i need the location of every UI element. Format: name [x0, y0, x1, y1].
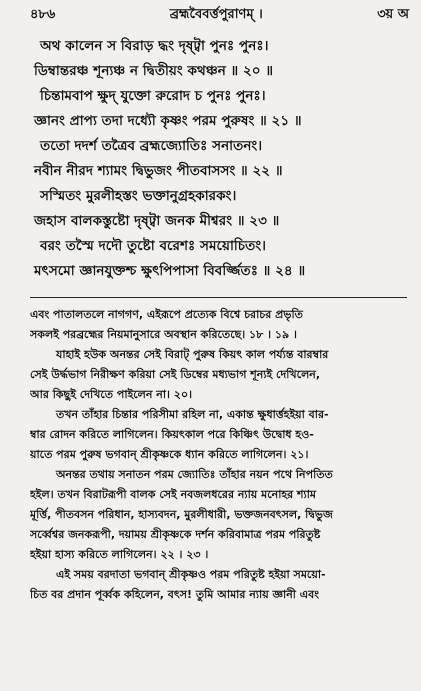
verse-line: অথ কালেন স বিরাড় দ্ধং দৃষ্ট্বা পুনঃ পুনঃ।: [40, 38, 269, 54]
bengali-translation: [30, 305, 407, 605]
text-line: এই সময় বরদাতা ভগবান্ শ্রীকৃষ্ণও পরম পরিতুষ্ট হইয়া সময়ো-: [56, 568, 326, 581]
verse-line: ততো দদর্শ তত্রৈব ব্রহ্মজ্যোতিঃ সনাতনং।: [40, 138, 263, 154]
verse-line: মৎসমো জ্ঞানযুক্তশ্চ ক্ষুৎপিপাসা বিবর্জ্জিতঃ ॥ ২৪ ॥: [34, 263, 306, 279]
verse-line: চিন্তামবাপ ক্ষুদ্ যুক্তো রুরোদ চ পুনঃ পুনঃ।: [40, 88, 266, 104]
sanskrit-verses: [20, 34, 407, 284]
verse-line: নবীন নীরদ শ্যামং দ্বিভুজং পীতবাসসং ॥ ২২ ॥: [34, 163, 283, 179]
paragraph: [30, 405, 407, 465]
verse-line: বরং তস্মৈ দদৌ তুষ্টো বরেশঃ সময়োচিতং।: [40, 238, 267, 254]
text-line: চিত বর প্রদান পূর্ব্বক কহিলেন, বৎস! তুমি আমার ন্যায় জ্ঞানী এবং: [30, 588, 319, 601]
page-header: [30, 6, 409, 24]
text-line: আর কিছুই দেখিতে পাইলেন না। ২০।: [30, 388, 193, 401]
verse-line: ডিম্বান্তরঞ্চ শূন্যঞ্চ ন দ্বিতীয়ং কথঞ্চন ॥ ২০ ॥: [34, 63, 274, 79]
text-line: সর্ব্বেশ্বর জনকরূপী, দয়াময় শ্রীকৃষ্ণকে দর্শন করিবামাত্র পরম পরিতুষ্ট: [30, 528, 321, 541]
text-line: অনন্তর তথায় সনাতন পরম জ্যোতিঃ তাঁহার নয়ন পথে নিপতিত: [56, 468, 333, 481]
paragraph: [30, 305, 407, 345]
verse-line: জ্ঞানং প্রাপ্য তদা দধ্যৌ কৃষ্ণং পরম পুরুষং ॥ ২১ ॥: [34, 113, 302, 129]
text-line: সকলই পরব্রহ্মের নিয়মানুসারে অবস্থান করিতেছে। ১৮ । ১৯ ।: [30, 328, 297, 341]
text-line: হইয়া হাস্য করিতে লাগিলেন। ২২ । ২৩ ।: [30, 548, 209, 561]
text-line: হইল। তখন বিরাটরূপী বালক সেই নবজলধরের ন্যায় মনোহর শ্যাম: [30, 488, 317, 501]
verse-line: সস্মিতং মুরলীহস্তং ভক্তানুগ্রহকারকং।: [40, 188, 237, 204]
text-line: যাহাই হউক অনন্তর সেই বিরাট্ পুরুষ কিয়ৎ কাল পর্য্যন্ত বারম্বার: [56, 348, 329, 361]
paragraph: [30, 345, 407, 405]
running-title: ব্রহ্মবৈবর্ত্তপুরাণম্ ।: [169, 6, 263, 22]
text-line: এবং পাতালতলে নাগগণ, এইরূপে প্রত্যেক বিশ্বে চরাচর প্রভৃতি: [30, 308, 303, 321]
verse-line: জহাস বালকস্তুষ্টো দৃষ্ট্বা জনক মীশ্বরং ॥ ২৩ ॥: [34, 213, 280, 229]
text-line: সেই উর্দ্ধভাগ নিরীক্ষণ করিয়া সেই ডিম্বের মধ্যভাগ শূন্যই দেখিলেন,: [30, 368, 321, 381]
text-line: মূর্ত্তি, পীতবসন পরিধান, হাস্যবদন, মুরলীধারী, ভক্তজনবৎসল, দ্বিভুজ: [30, 508, 333, 521]
paragraph: [30, 465, 407, 565]
paragraph: [30, 565, 407, 605]
page-number: ৪৮৬: [30, 6, 56, 22]
text-line: তখন তাঁহার চিন্তার পরিসীমা রহিল না, একান্ত ক্ষুধার্ত্তহইয়া বার-: [56, 408, 329, 421]
text-line: ম্বার রোদন করিতে লাগিলেন। কিয়ৎকাল পরে কিঞ্চিৎ উদ্বোধ হও-: [30, 428, 314, 441]
chapter-marker: ৩য় অ: [377, 6, 409, 22]
text-line: য়াতে পরম পুরুষ ভগবান্ শ্রীকৃষ্ণকে ধ্যান করিতে লাগিলেন। ২১।: [30, 448, 309, 461]
section-divider: [30, 297, 407, 298]
